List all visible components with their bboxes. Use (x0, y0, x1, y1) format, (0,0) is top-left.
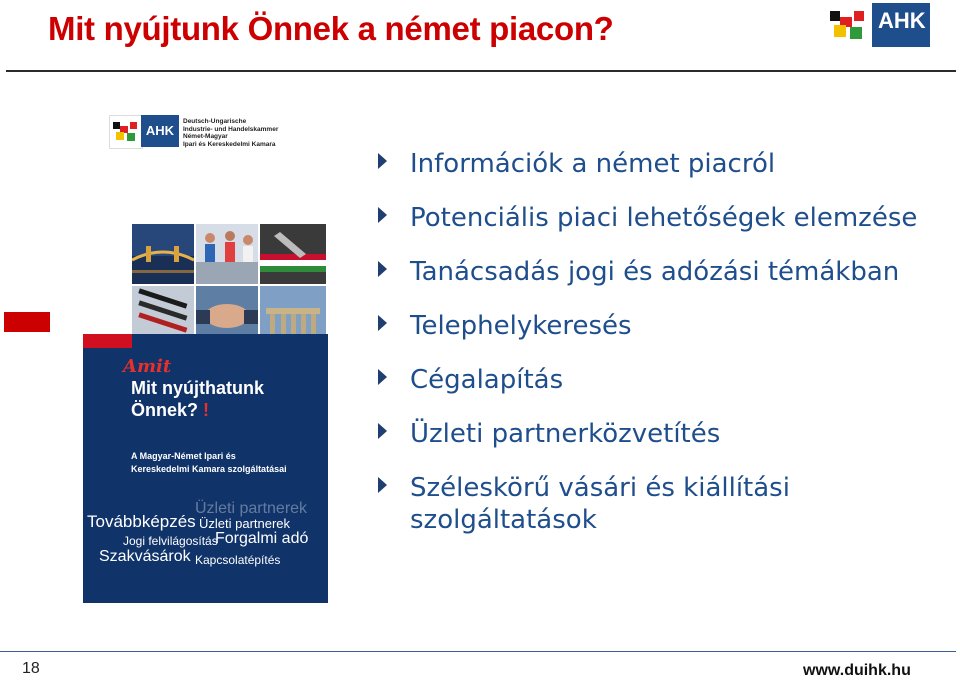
list-item-label: Üzleti partnerközvetítés (410, 419, 721, 449)
chamber-line: Deutsch-Ungarische (183, 118, 247, 125)
photo-ribbon-cutting (260, 224, 326, 284)
list-item-label-multiline (410, 472, 790, 536)
list-item-label-line1: Széleskörű vásári és kiállítási (410, 473, 790, 503)
cover-keyword: Üzleti partnerek (195, 500, 308, 517)
page-number: 18 (22, 660, 40, 677)
list-item (378, 472, 790, 536)
red-marker (4, 312, 50, 332)
list-item-label: Tanácsadás jogi és adózási témákban (410, 257, 900, 287)
bullet-arrow-icon (378, 207, 387, 223)
cover-keyword: Forgalmi adó (215, 530, 309, 547)
website-url: www.duihk.hu (803, 662, 911, 679)
list-item-label: Potenciális piaci lehetőségek elemzése (410, 203, 918, 233)
list-item (378, 148, 775, 180)
title-divider (6, 70, 956, 72)
list-item (378, 418, 720, 450)
brochure-flag-mark-icon (109, 115, 143, 149)
brochure-ahk-text: AHK (141, 115, 179, 147)
photo-budapest-bridge (132, 224, 194, 284)
ahk-logo-text: AHK (878, 8, 926, 33)
bullet-arrow-icon (378, 423, 387, 439)
list-item-label: Cégalapítás (410, 365, 564, 395)
bullet-arrow-icon (378, 153, 387, 169)
brochure-image (83, 103, 328, 603)
footer-divider (0, 651, 956, 652)
cover-subtitle-line2: Kereskedelmi Kamara szolgáltatásai (131, 464, 287, 474)
chamber-line: Ipari és Kereskedelmi Kamara (183, 140, 276, 148)
list-item (378, 310, 632, 342)
bullet-arrow-icon (378, 315, 387, 331)
list-item-label-line2: szolgáltatások (410, 505, 597, 535)
cover-title-line1: Mit nyújthatunk (131, 378, 264, 398)
cover-keyword: Szakvásárok (99, 548, 191, 565)
list-item (378, 364, 563, 396)
bullet-arrow-icon (378, 369, 387, 385)
brochure-logo (109, 115, 279, 149)
cover-keyword: Kapcsolatépítés (195, 553, 281, 567)
list-item (378, 256, 899, 288)
list-item-label: Telephelykeresés (410, 311, 632, 341)
bullet-arrow-icon (378, 261, 387, 277)
chamber-line: Industrie- und Handelskammer (183, 125, 279, 133)
cover-keyword: Üzleti partnerek (199, 516, 291, 531)
list-item (378, 202, 917, 234)
photo-runners (196, 224, 258, 284)
cover-script-word: Amit (123, 356, 172, 377)
list-item-label: Információk a német piacról (410, 149, 776, 179)
slide-title: Mit nyújtunk Önnek a német piacon? (48, 10, 614, 47)
ahk-logo (826, 3, 930, 47)
cover-exclamation: ! (203, 400, 210, 420)
cover-keyword: Jogi felvilágosítás (123, 534, 218, 548)
ahk-flag-mark-icon (826, 3, 872, 47)
cover-red-band (83, 334, 132, 348)
brochure-chamber-name (183, 118, 278, 148)
cover-subtitle-line1: A Magyar-Német Ipari és (131, 451, 236, 461)
bullet-arrow-icon (378, 477, 387, 493)
chamber-line: Német-Magyar (183, 133, 228, 140)
cover-title-line2 (131, 400, 209, 421)
brochure-cover (83, 334, 328, 603)
cover-keyword: Továbbképzés (87, 512, 196, 531)
photo-collage (132, 224, 326, 346)
cover-title-question: Önnek? (131, 400, 199, 420)
